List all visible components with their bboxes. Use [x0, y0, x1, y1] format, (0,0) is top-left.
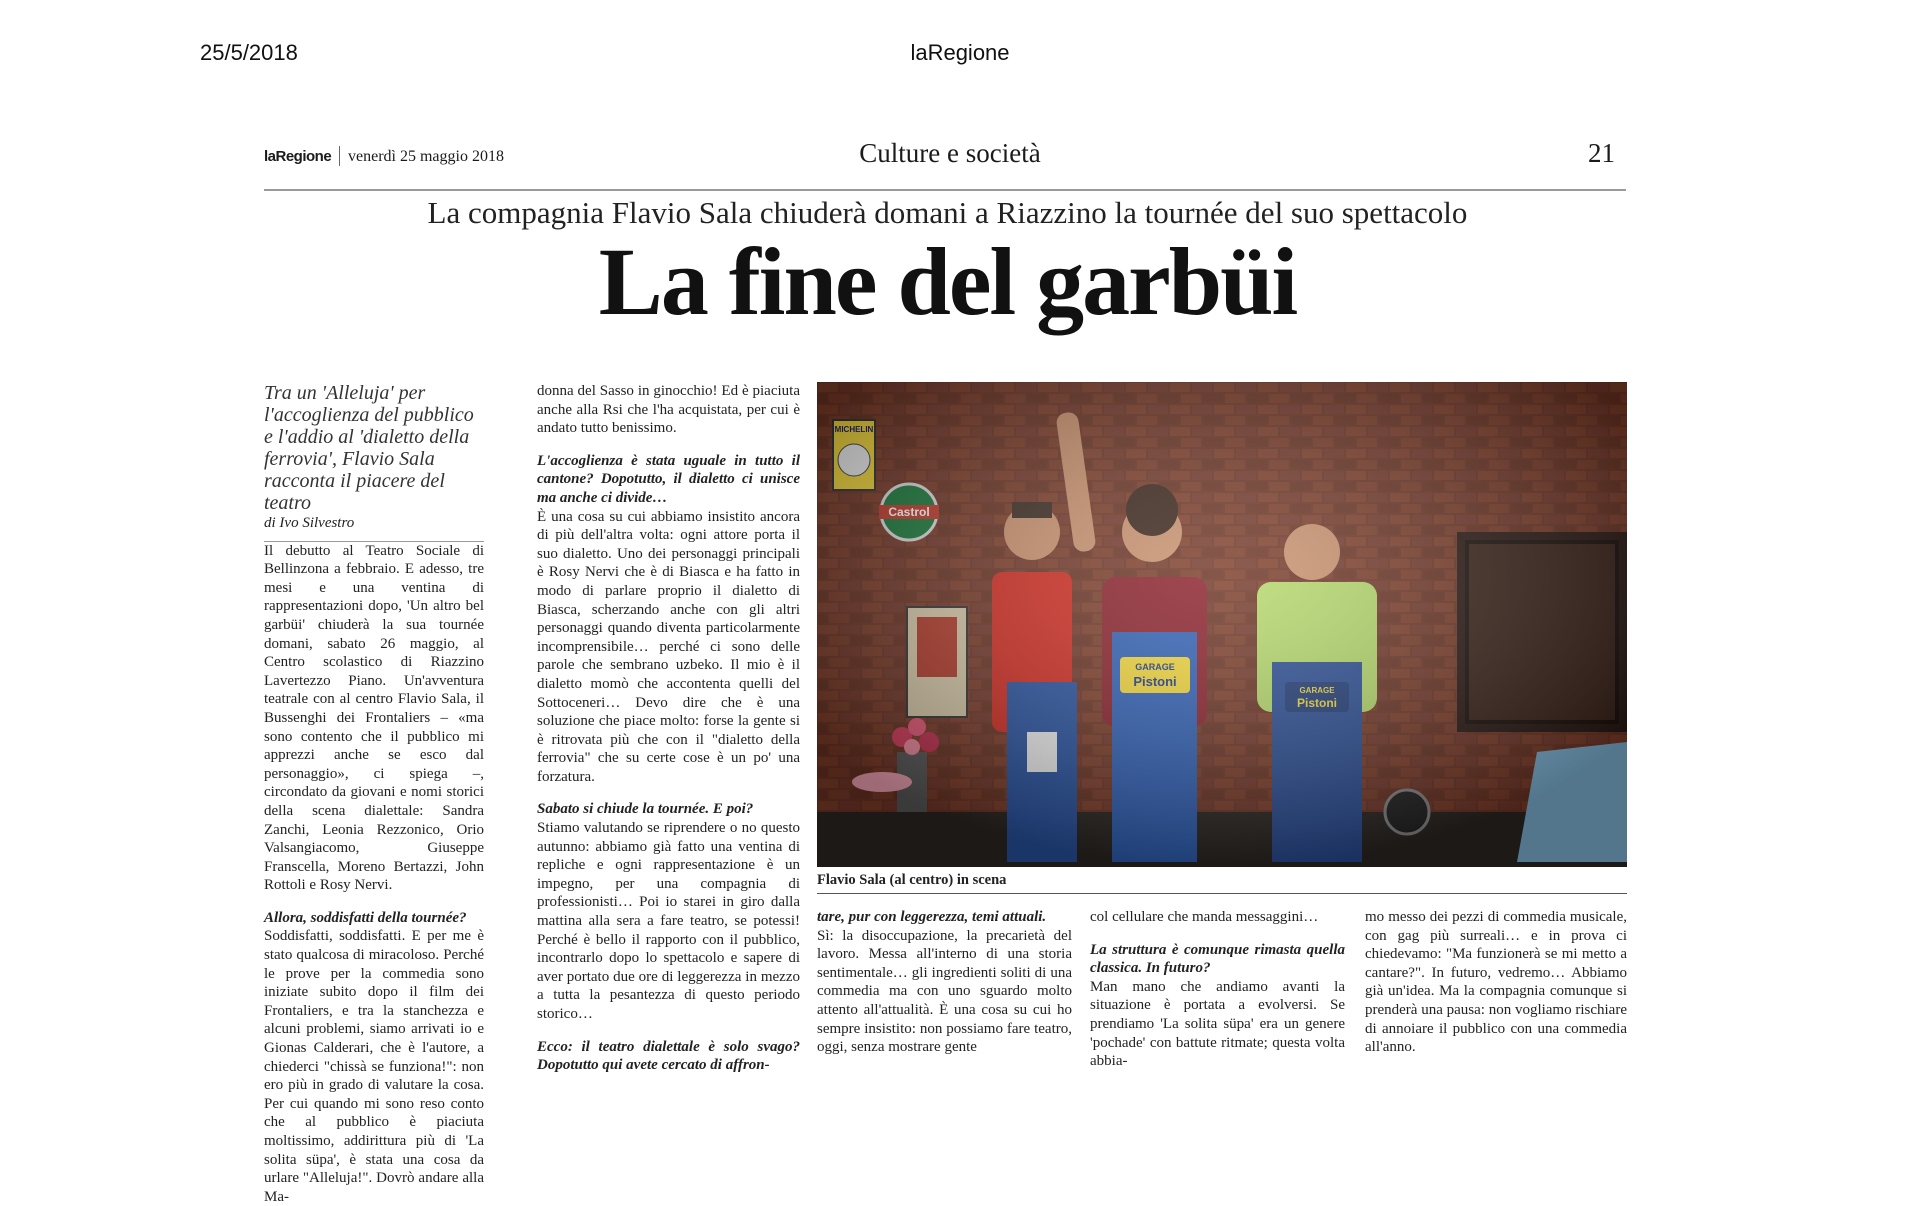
article-column-1 [264, 382, 484, 1206]
page-number: 21 [1588, 138, 1615, 168]
paragraph: col cellulare che manda messaggini… [1090, 909, 1319, 925]
masthead-rule [264, 189, 1626, 191]
paragraph: È una cosa su cui abbiamo insistito ancora di più dell'altra volta: ogni attore porta il suo dialetto. Uno dei personaggi principali è Rosy Nervi che è di Biasca e ha fatto in modo di parlare proprio il dialetto di Biasca, scherzando anche con gli altri personaggi quando diventa particolarmente incomprensibile… perché ci sono delle parole che sembrano uzbeko. Il mio è il dialetto momò che accontenta quelli del Sottoceneri… Devo dire che è una soluzione che piace molto: forse la gente si è ritrovata più che con il "dialetto della ferrovia" che su certe cose è un po' una forzatura. [537, 508, 800, 785]
article-photo [817, 382, 1627, 867]
article-kicker: La compagnia Flavio Sala chiuderà domani a Riazzino la tournée del suo spettacolo [427, 195, 1468, 230]
article-column-3 [817, 908, 1072, 1057]
interview-question: Sabato si chiude la tournée. E poi? [537, 801, 754, 818]
stage-scene-illustration [817, 382, 1627, 867]
paragraph: Sì: la disoccupazione, la precarietà del lavoro. Messa all'interno di una storia sentimentale… gli ingredienti soliti di una commedia ma con uno sguardo molto attento all'attualità. È una cosa su cui ho sempre insistito: non possiamo fare teatro, oggi, senza mostrare gente [817, 927, 1072, 1056]
article-standfirst: Tra un 'Alleluja' per l'accoglienza del pubblico e l'addio al 'dialetto della ferrovia', Flavio Sala racconta il piacere del teatro [264, 382, 474, 514]
interview-question: Ecco: il teatro dialettale è solo svago? Dopotutto qui avete cercato di affron- [537, 1038, 800, 1074]
interview-question: La struttura è comunque rimasta quella classica. In futuro? [1090, 941, 1345, 977]
paragraph: Stiamo valutando se riprendere o no questo autunno: abbiamo già fatto una ventina di repliche e ogni rappresentazione è un impegno, per una compagnia di professionisti… Poi io starei in giro dalla mattina alla sera a fare teatro, se potessi! Perché è bello il rapporto con il pubblico, incontrarlo dopo lo spettacolo e sapere di aver portato due ore di leggerezza in mezzo a tutta la pesantezza di questo periodo storico… [537, 820, 800, 1022]
article-column-5 [1365, 908, 1627, 1057]
interview-question: L'accoglienza è stata uguale in tutto il cantone? Dopotutto, il dialetto ci unisce ma anche ci divide… [537, 452, 800, 506]
print-date: 25/5/2018 [200, 40, 298, 65]
photo-caption: Flavio Sala (al centro) in scena [817, 872, 1007, 888]
article-byline: di Ivo Silvestro [264, 514, 484, 542]
section-title: Culture e società [859, 138, 1041, 168]
article-column-4 [1090, 908, 1345, 1071]
interview-question: Allora, soddisfatti della tournée? [264, 909, 467, 926]
article-column-2 [537, 382, 800, 1075]
print-source: laRegione [910, 40, 1010, 65]
paragraph: Man mano che andiamo avanti la situazione è portata a evolversi. Se prendiamo 'La solita süpa' era un genere 'pochade' con battute ritmate; questa volta abbia- [1090, 978, 1345, 1070]
article-headline: La fine del garbüi [598, 228, 1297, 335]
paragraph: donna del Sasso in ginocchio! Ed è piaciuta anche alla Rsi che l'ha acquistata, per cui è andato tutto benissimo. [537, 383, 800, 437]
paragraph: Soddisfatti, soddisfatti. E per me è stato qualcosa di miracoloso. Perché le prove per la commedia sono iniziate subito dopo il film dei Frontaliers, e tra la stanchezza e alcuni problemi, siamo arrivati io e Gionas Calderari, che è l'autore, a chiederci "chissà se funziona!": non ero più in grado di valutare la cosa. Per cui quando mi sono reso conto che al pubblico è piaciuta moltissimo, addirittura più di 'La solita süpa', è stata una cosa da urlare "Alleluja!". Dovrò andare alla Ma- [264, 928, 484, 1205]
paragraph: mo messo dei pezzi di commedia musicale, con gag più surreali… e in prova ci chiedevamo: "Ma funzionerà se mi metto a cantare?". In futuro, vedremo… Abbiamo già un'idea. Ma la compagnia comunque si prenderà una pausa: non vogliamo rischiare di annoiare il pubblico con una commedia all'anno. [1365, 909, 1627, 1056]
masthead-brand: laRegione [264, 148, 332, 165]
caption-rule [817, 893, 1627, 894]
interview-question: tare, pur con leggerezza, temi attuali. [817, 909, 1047, 925]
masthead-date: venerdì 25 maggio 2018 [348, 148, 504, 165]
paragraph: Il debutto al Teatro Sociale di Bellinzona a febbraio. E adesso, tre mesi e una ventina di rappresentazioni dopo, 'Un altro bel garbüi' chiuderà la sua tournée domani, sabato 26 maggio, al Centro scolastico di Riazzino Lavertezzo Piano. Un'avventura teatrale con al centro Flavio Sala, il Bussenghi dei Frontaliers – «ma sono contento che il pubblico mi apprezzi anche se esco dal personaggio», ci spiega –, circondato da giovani e nomi storici della scena dialettale: Sandra Zanchi, Leonia Rezzonico, Orio Valsangiacomo, Giuseppe Franscella, Moreno Bertazzi, John Rottoli e Rosy Nervi. [264, 542, 484, 894]
